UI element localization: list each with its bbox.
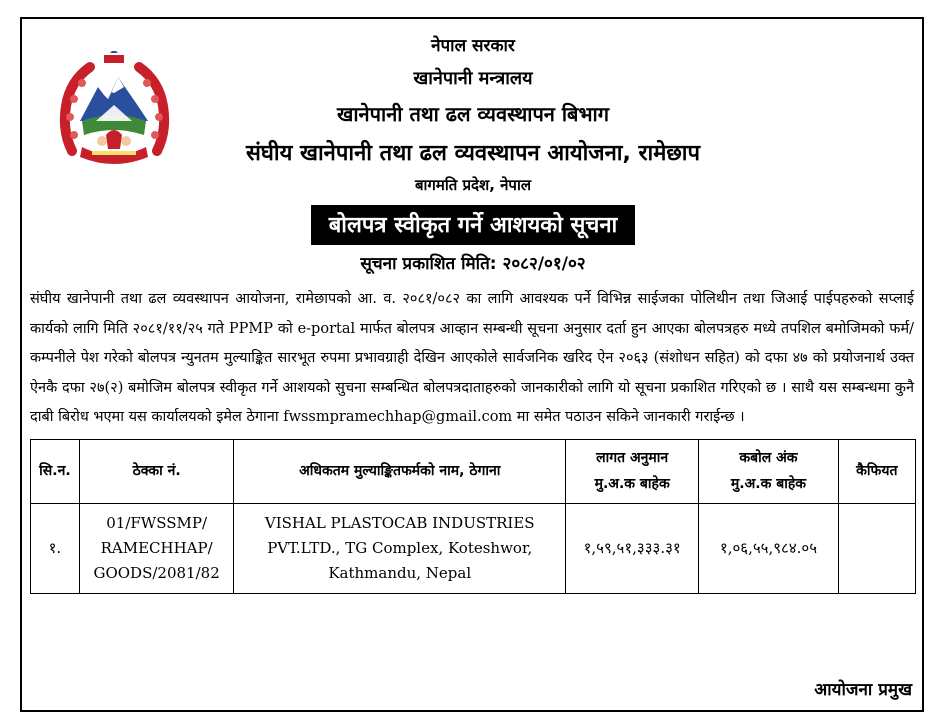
header-bid bbox=[699, 439, 838, 503]
header-bid-line2: मु.अ.क बाहेक bbox=[730, 476, 807, 492]
notice-paragraph: संघीय खानेपानी तथा ढल व्यवस्थापन आयोजना, रामेछापको आ. व. २०८१/०८२ का लागि आवश्यक पर्ने विभिन्न साईजका पोलिथीन तथा जिआई पाईपहरुको सप्लाई कार्यको लागि मिति २०८१/११/२५ गते PPMP को e-portal मार्फत बोलपत्र आव्हान सम्बन्धी सूचना अनुसार दर्ता हुन आएका बोलपत्रहरु मध्ये तपशिल बमोजिमको फर्म/कम्पनीले पेश गरेको बोलपत्र न्युनतम मुल्याङ्कित सारभूत रुपमा प्रभावग्राही देखिन आएकोले सार्वजनिक खरिद ऐन २०६३ (संशोधन सहित) को दफा ४७ को प्रयोजनार्थ उक्त ऐनकै दफा २७(२) बमोजिम बोलपत्र स्वीकृत गर्ने आशयको सुचना सम्बन्धित बोलपत्रदाताहरुको जानकारीको लागि यो सूचना प्रकाशित गरिएको छ । साथै यस सम्बन्धमा कुनै दाबी बिरोध भएमा यस कार्यालयको इमेल ठेगाना fwssmpramechhap@gmail.com मा समेत पठाउन सकिने जानकारी गराईन्छ । bbox=[30, 291, 914, 425]
header-remarks: कैफियत bbox=[838, 439, 915, 503]
header-department: खानेपानी तथा ढल व्यवस्थापन बिभाग bbox=[337, 102, 609, 126]
cell-remarks bbox=[838, 503, 915, 593]
header-estimate-line2: मु.अ.क बाहेक bbox=[594, 476, 670, 492]
award-table bbox=[30, 439, 916, 594]
notice-frame bbox=[20, 17, 924, 712]
header-project: संघीय खानेपानी तथा ढल व्यवस्थापन आयोजना, रामेछाप bbox=[246, 141, 700, 166]
header-estimate bbox=[566, 439, 699, 503]
firm-line1: VISHAL PLASTOCAB INDUSTRIES bbox=[264, 513, 535, 532]
cell-sn: १. bbox=[31, 503, 80, 593]
header-estimate-line1: लागत अनुमान bbox=[596, 450, 669, 466]
signature-project-chief: आयोजना प्रमुख bbox=[814, 680, 912, 700]
header-contract-no: ठेक्का नं. bbox=[79, 439, 234, 503]
award-table-header-row bbox=[31, 439, 916, 503]
cell-firm bbox=[234, 503, 566, 593]
header-sn: सि.न. bbox=[31, 439, 80, 503]
cell-estimate: १,५९,५१,३३३.३१ bbox=[566, 503, 699, 593]
contract-no-line3: GOODS/2081/82 bbox=[93, 563, 220, 582]
contract-no-line2: RAMECHHAP/ bbox=[100, 538, 213, 557]
header-province: बागमति प्रदेश, नेपाल bbox=[414, 176, 532, 194]
header-government: नेपाल सरकार bbox=[431, 36, 515, 56]
notice-header bbox=[30, 33, 916, 283]
header-bid-line1: कबोल अंक bbox=[739, 450, 798, 466]
cell-bid: १,०६,५५,९८४.०५ bbox=[699, 503, 838, 593]
notice-title: बोलपत्र स्वीकृत गर्ने आशयको सूचना bbox=[311, 205, 636, 245]
published-date: सूचना प्रकाशित मिति: २०८२/०१/०२ bbox=[360, 254, 586, 274]
contract-no-line1: 01/FWSSMP/ bbox=[106, 513, 207, 532]
table-row bbox=[31, 503, 916, 593]
header-firm: अधिकतम मुल्याङ्कितफर्मको नाम, ठेगाना bbox=[234, 439, 566, 503]
header-ministry: खानेपानी मन्त्रालय bbox=[413, 68, 533, 89]
cell-contract-no bbox=[79, 503, 234, 593]
firm-line2: PVT.LTD., TG Complex, Koteshwor, bbox=[267, 538, 533, 557]
firm-line3: Kathmandu, Nepal bbox=[328, 563, 472, 582]
nepal-government-emblem-icon bbox=[52, 51, 177, 173]
notice-title-wrap bbox=[30, 205, 916, 245]
